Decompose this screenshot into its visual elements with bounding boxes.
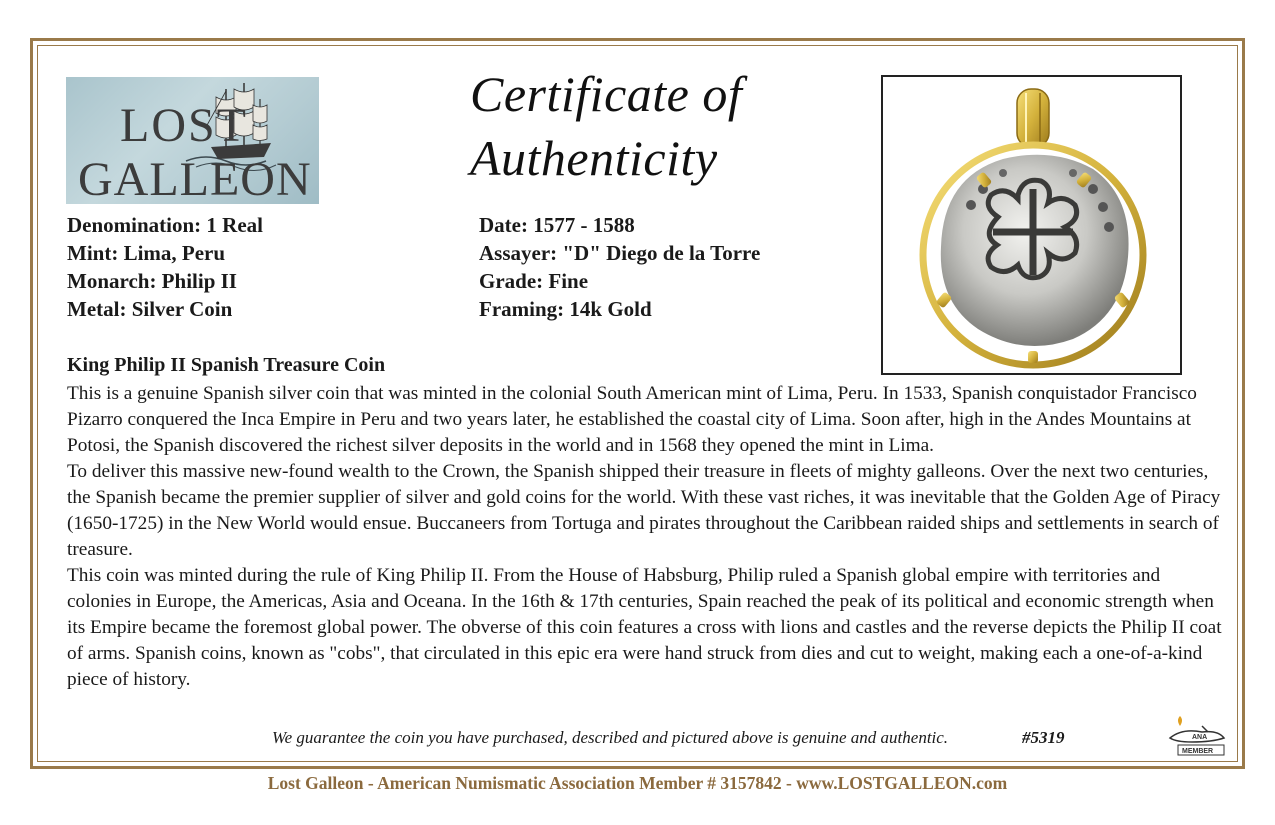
fact-monarch: Monarch: Philip II	[67, 269, 237, 293]
fact-date: Date: 1577 - 1588	[479, 213, 635, 237]
description-paragraph: This is a genuine Spanish silver coin that was minted in the colonial South American mint of Lima, Peru. In 1533, Spanish conquistador Francisco Pizarro conquered the Inca Empire in Peru and two years later, he established the coastal city of Lima. Soon after, high in the Andes Mountains at Potosi, the Spanish discovered the richest silver deposits in the world and in 1568 they opened the mint in Lima.	[67, 383, 1197, 456]
logo-text-galleon: GALLEON	[78, 153, 312, 204]
guarantee-statement: We guarantee the coin you have purchased, described and pictured above is genuine and authentic.	[272, 728, 949, 747]
description-paragraph: To deliver this massive new-found wealth to the Crown, the Spanish shipped their treasure in fleets of mighty galleons. Over the next two centuries, the Spanish became the premier supplier of silver and gold coins for the world. With these vast riches, it was inevitable that the Golden Age of Piracy (1650-1725) in the New World would ensue. Buccaneers from Tortuga and pirates throughout the Caribbean raided ships and settlements in search of treasure.	[67, 461, 1221, 560]
lost-galleon-logo	[66, 77, 319, 204]
fact-grade: Grade: Fine	[479, 269, 589, 293]
ana-text: ANA	[1192, 734, 1208, 741]
fact-mint: Mint: Lima, Peru	[67, 241, 226, 265]
coin-facts-left	[67, 211, 263, 323]
ana-lamp-icon	[1162, 712, 1234, 758]
fact-assayer: Assayer: "D" Diego de la Torre	[479, 241, 761, 265]
fact-metal: Metal: Silver Coin	[67, 297, 233, 321]
fact-denomination: Denomination: 1 Real	[67, 213, 263, 237]
fact-framing: Framing: 14k Gold	[479, 297, 652, 321]
footer-credit: Lost Galleon - American Numismatic Association Member # 3157842 - www.LOSTGALLEON.com	[267, 773, 1008, 793]
description-heading: King Philip II Spanish Treasure Coin	[67, 354, 386, 376]
logo-text-lost: LOST	[120, 99, 248, 152]
coin-photo	[881, 75, 1182, 375]
description-paragraph: This coin was minted during the rule of King Philip II. From the House of Habsburg, Philip ruled a Spanish global empire with territories and colonies in Europe, the Americas, Asia and Oceana. In the 16th & 17th centuries, Spain reached the peak of its political and economic strength when its Empire became the foremost global power. The obverse of this coin features a cross with lions and castles and the reverse depicts the Philip II coat of arms. Spanish coins, known as "cobs", that circulated in this epic era were hand struck from dies and cut to weight, making each a one-of-a-kind piece of history.	[67, 565, 1222, 690]
coin-facts-right	[479, 211, 760, 323]
coin-pendant-image	[883, 77, 1180, 373]
title-line-2: Authenticity	[470, 130, 718, 186]
ana-member-badge	[1162, 712, 1234, 758]
certificate-number: #5319	[1022, 728, 1065, 747]
certificate-title	[470, 62, 800, 190]
member-text: MEMBER	[1182, 748, 1214, 755]
description-body	[67, 381, 1227, 693]
title-line-1: Certificate of	[470, 66, 743, 122]
galleon-ship-icon	[66, 77, 319, 204]
